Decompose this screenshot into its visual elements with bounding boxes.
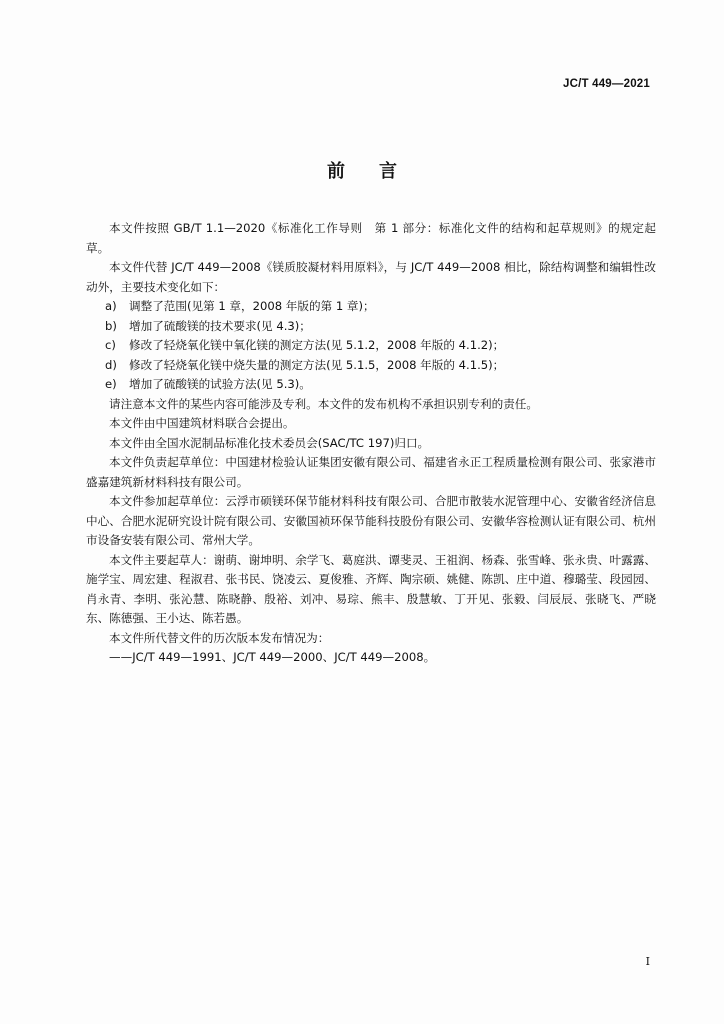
page-number: I	[645, 955, 650, 968]
change-item	[86, 336, 656, 356]
change-item-marker: b)	[105, 318, 117, 333]
change-item	[86, 375, 656, 395]
paragraph-drafting-rules: 本文件按照 GB/T 1.1—2020《标准化工作导则 第 1 部分：标准化文件的结构和起草规则》的规定起草。	[86, 221, 656, 255]
change-item-marker: a)	[105, 299, 117, 313]
paragraph-participating-units: 本文件参加起草单位：云浮市硕镁环保节能材料科技有限公司、合肥市散装水泥管理中心、安徽省经济信息中心、合肥水泥研究设计院有限公司、安徽国祯环保节能科技股份有限公司、安徽华容检测认证有限公司、杭州市设备安装有限公司、常州大学。	[86, 494, 656, 547]
paragraph-patent-notice: 请注意本文件的某些内容可能涉及专利。本文件的发布机构不承担识别专利的责任。	[109, 396, 538, 411]
change-item-marker: c)	[105, 338, 116, 352]
change-item-text: 修改了轻烧氧化镁中烧失量的测定方法(见 5.1.5，2008 年版的 4.1.5)；	[129, 357, 505, 372]
change-item-text: 增加了硫酸镁的试验方法(见 5.3)。	[129, 377, 311, 391]
paragraph-replacement: 本文件代替 JC/T 449—2008《镁质胶凝材料用原料》，与 JC/T 449—2008 相比，除结构调整和编辑性改动外，主要技术变化如下：	[86, 260, 656, 294]
paragraph-history-intro: 本文件所代替文件的历次版本发布情况为：	[109, 630, 330, 645]
paragraph-drafting-units: 本文件负责起草单位：中国建材检验认证集团安徽有限公司、福建省永正工程质量检测有限公司、张家港市盛嘉建筑新材料科技有限公司。	[86, 455, 656, 489]
foreword-body	[86, 219, 656, 668]
page-title: 前言	[327, 161, 431, 182]
change-item-text: 增加了硫酸镁的技术要求(见 4.3)；	[129, 318, 311, 333]
paragraph-drafters: 本文件主要起草人：谢萌、谢坤明、余学飞、葛庭洪、谭斐灵、王祖润、杨森、张雪峰、张永贵、叶露露、施学宝、周宏建、程淑君、张书民、饶凌云、夏俊雅、齐辉、陶宗硕、姚健、陈凯、庄中道、穆璐莹、段园园、肖永青、李明、张沁慧、陈晓静、殷裕、刘冲、易琮、熊丰、殷慧敏、丁开见、张毅、闫辰辰、张晓飞、严晓东、陈德强、王小达、陈若愚。	[86, 552, 656, 625]
change-item-text: 调整了范围(见第 1 章，2008 年版的第 1 章)；	[129, 299, 375, 313]
paragraph-centralized-by: 本文件由全国水泥制品标准化技术委员会(SAC/TC 197)归口。	[109, 435, 430, 450]
paragraph-proposed-by: 本文件由中国建筑材料联合会提出。	[109, 416, 295, 430]
change-item-marker: e)	[105, 377, 117, 391]
paragraph-history: ——JC/T 449—1991、JC/T 449—2000、JC/T 449—2008。	[109, 650, 436, 664]
change-item	[86, 356, 656, 376]
standard-number: JC/T 449—2021	[563, 78, 650, 90]
change-item-text: 修改了轻烧氧化镁中氧化镁的测定方法(见 5.1.2，2008 年版的 4.1.2)；	[129, 338, 505, 352]
change-item	[86, 317, 656, 337]
change-item-marker: d)	[105, 357, 117, 372]
change-item	[86, 297, 656, 317]
